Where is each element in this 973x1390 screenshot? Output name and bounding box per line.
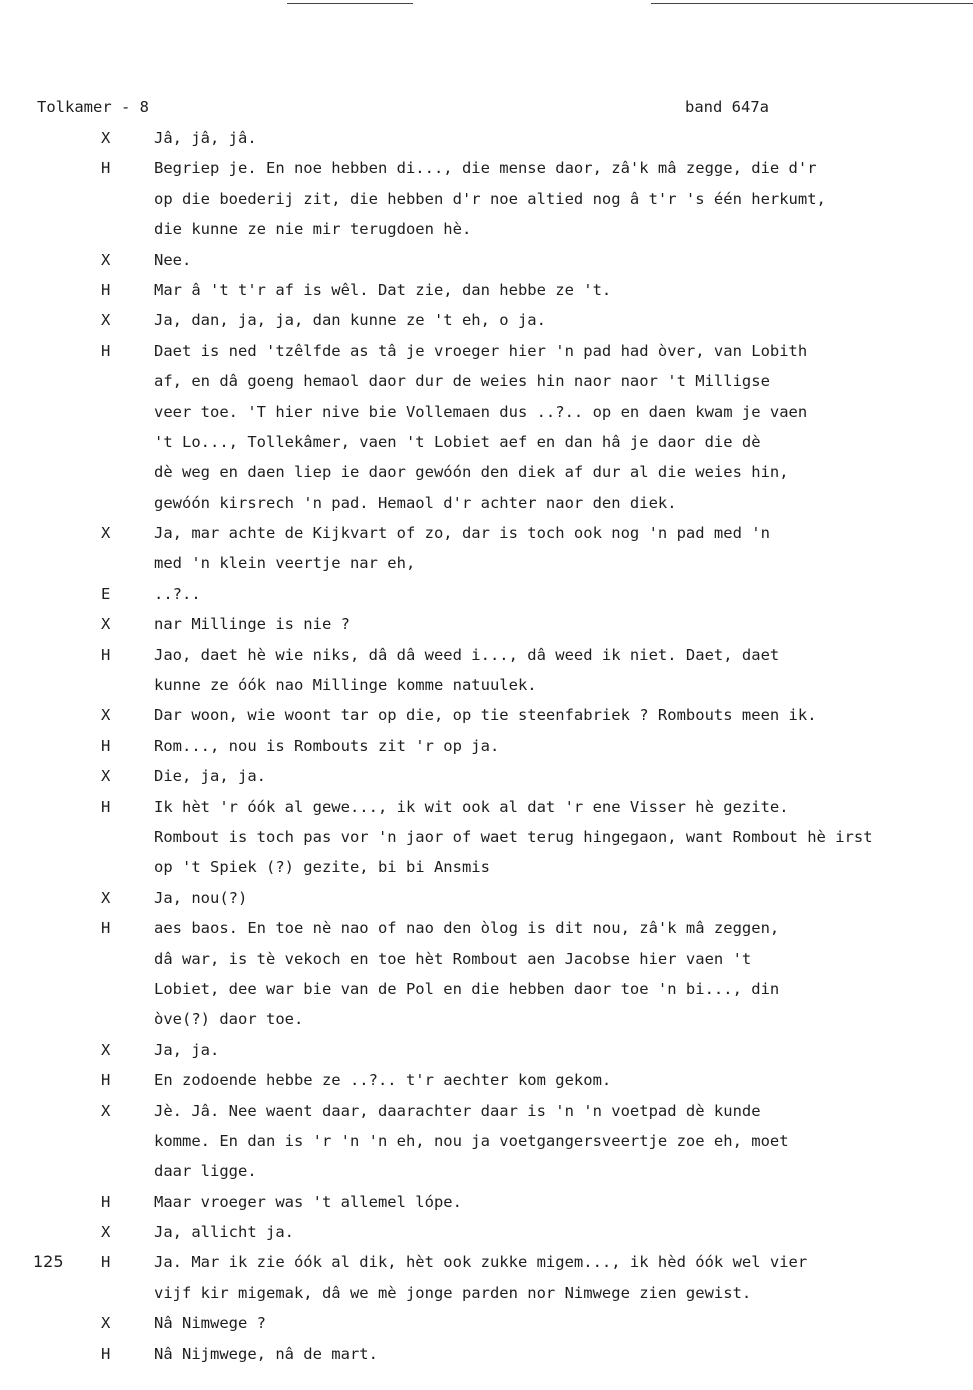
- utterance-line: Jâ, jâ, jâ.: [154, 129, 257, 147]
- utterance-text: [154, 275, 973, 305]
- utterance-text: [154, 1096, 973, 1187]
- transcript-turn: [0, 123, 973, 153]
- transcript-turn: [0, 1247, 973, 1308]
- utterance-line: gewóón kirsrech 'n pad. Hemaol d'r achter naor den diek.: [154, 493, 677, 512]
- utterance-line: die kunne ze nie mir terugdoen hè.: [154, 220, 472, 239]
- transcript-turn: [0, 913, 973, 1035]
- utterance-text: [154, 579, 973, 609]
- speaker-label: H: [101, 280, 111, 299]
- utterance-text: [154, 305, 973, 335]
- utterance-line: Nâ Nijmwege, nâ de mart.: [154, 1344, 378, 1363]
- top-rule-left: [287, 3, 413, 4]
- transcript-turn: [0, 1065, 973, 1095]
- utterance-text: [154, 336, 973, 518]
- speaker-label: X: [101, 129, 111, 147]
- speaker-label: H: [101, 1253, 111, 1272]
- utterance-line: Nee.: [154, 250, 192, 269]
- speaker-label: H: [101, 159, 111, 178]
- speaker-label: X: [101, 888, 111, 907]
- utterance-line: Ja, allicht ja.: [154, 1223, 294, 1242]
- transcript-turn: [0, 336, 973, 518]
- utterance-text: [154, 792, 973, 883]
- speaker-label: X: [101, 1040, 111, 1059]
- transcript-turn: [0, 883, 973, 913]
- utterance-text: [154, 609, 973, 639]
- utterance-text: [154, 640, 973, 701]
- utterance-line: 't Lo..., Tollekâmer, vaen 't Lobiet aef en dan hâ je daor die dè: [154, 432, 761, 451]
- transcript-turn: [0, 579, 973, 609]
- utterance-line: dè weg en daen liep ie daor gewóón den diek af dur al die weies hin,: [154, 463, 789, 482]
- utterance-line: vijf kir migemak, dâ we mè jonge parden nor Nimwege zien gewist.: [154, 1283, 752, 1302]
- utterance-line: òve(?) daor toe.: [154, 1010, 304, 1029]
- transcript-turn: [0, 761, 973, 791]
- utterance-text: [154, 731, 973, 761]
- utterance-line: Die, ja, ja.: [154, 767, 266, 786]
- utterance-line: Mar â 't t'r af is wêl. Dat zie, dan hebbe ze 't.: [154, 280, 612, 299]
- utterance-text: [154, 1187, 973, 1217]
- utterance-line: veer toe. 'T hier nive bie Vollemaen dus ..?.. op en daen kwam je vaen: [154, 402, 808, 421]
- utterance-line: Begriep je. En noe hebben di..., die mense daor, zâ'k mâ zegge, die d'r: [154, 159, 817, 178]
- speaker-label: H: [101, 736, 111, 755]
- margin-line-number: 125: [33, 1252, 64, 1272]
- transcript-turn: [0, 1035, 973, 1065]
- transcript-turn: [0, 245, 973, 275]
- utterance-line: Ja, dan, ja, ja, dan kunne ze 't eh, o ja.: [154, 311, 546, 330]
- utterance-line: Rom..., nou is Rombouts zit 'r op ja.: [154, 736, 500, 755]
- top-rule-right: [651, 3, 973, 4]
- utterance-line: Ja. Mar ik zie óók al dik, hèt ook zukke migem..., ik hèd óók wel vier: [154, 1253, 808, 1272]
- utterance-line: af, en dâ goeng hemaol daor dur de weies hin naor naor 't Milligse: [154, 372, 770, 391]
- utterance-text: [154, 153, 973, 244]
- speaker-label: X: [101, 615, 111, 634]
- utterance-line: op die boederij zit, die hebben d'r noe altied nog â t'r 's één herkumt,: [154, 189, 826, 208]
- speaker-label: H: [101, 341, 111, 360]
- speaker-label: H: [101, 1071, 111, 1090]
- speaker-label: X: [101, 250, 111, 269]
- transcript-turn: [0, 518, 973, 579]
- utterance-line: op 't Spiek (?) gezite, bi bi Ansmis: [154, 858, 490, 877]
- utterance-text: [154, 700, 973, 730]
- utterance-line: Maar vroeger was 't allemel lópe.: [154, 1192, 462, 1211]
- utterance-text: [154, 1339, 973, 1369]
- utterance-text: [154, 1035, 973, 1065]
- utterance-line: Jè. Jâ. Nee waent daar, daarachter daar is 'n 'n voetpad dè kunde: [154, 1101, 761, 1120]
- transcript-turn: [0, 731, 973, 761]
- utterance-line: komme. En dan is 'r 'n 'n eh, nou ja voetgangersveertje zoe eh, moet: [154, 1131, 789, 1150]
- speaker-label: X: [101, 767, 111, 786]
- speaker-label: H: [101, 1192, 111, 1211]
- transcript-turn: [0, 275, 973, 305]
- utterance-text: [154, 1065, 973, 1095]
- transcript-turn: [0, 609, 973, 639]
- transcript-turn: [0, 305, 973, 335]
- utterance-text: [154, 123, 973, 153]
- transcript-body: [0, 123, 973, 1369]
- transcript-turn: [0, 700, 973, 730]
- speaker-label: X: [101, 311, 111, 330]
- utterance-line: aes baos. En toe nè nao of nao den òlog is dit nou, zâ'k mâ zeggen,: [154, 919, 780, 938]
- utterance-text: [154, 761, 973, 791]
- speaker-label: H: [101, 797, 111, 816]
- utterance-line: Ja, mar achte de Kijkvart of zo, dar is toch ook nog 'n pad med 'n: [154, 524, 770, 543]
- utterance-line: Daet is ned 'tzêlfde as tâ je vroeger hier 'n pad had òver, van Lobith: [154, 341, 808, 360]
- utterance-line: Ja, nou(?): [154, 888, 248, 907]
- utterance-text: [154, 1247, 973, 1308]
- transcript-turn: [0, 1217, 973, 1247]
- utterance-text: [154, 1217, 973, 1247]
- speaker-label: E: [101, 584, 111, 603]
- transcript-turn: [0, 792, 973, 883]
- utterance-line: dâ war, is tè vekoch en toe hèt Rombout aen Jacobse hier vaen 't: [154, 949, 752, 968]
- utterance-line: daar ligge.: [154, 1162, 257, 1181]
- speaker-label: H: [101, 645, 111, 664]
- utterance-line: kunne ze óók nao Millinge komme natuulek.: [154, 676, 537, 695]
- transcript-turn: [0, 1308, 973, 1338]
- speaker-label: X: [101, 1101, 111, 1120]
- transcript-turn: [0, 1187, 973, 1217]
- speaker-label: X: [101, 1223, 111, 1242]
- utterance-line: Dar woon, wie woont tar op die, op tie steenfabriek ? Rombouts meen ik.: [154, 706, 817, 725]
- utterance-line: med 'n klein veertje nar eh,: [154, 554, 416, 573]
- speaker-label: X: [101, 706, 111, 725]
- utterance-line: Ja, ja.: [154, 1040, 220, 1059]
- speaker-label: H: [101, 1344, 111, 1363]
- utterance-text: [154, 245, 973, 275]
- utterance-text: [154, 913, 973, 1035]
- utterance-text: [154, 883, 973, 913]
- utterance-line: Jao, daet hè wie niks, dâ dâ weed i..., dâ weed ik niet. Daet, daet: [154, 645, 780, 664]
- utterance-line: Ik hèt 'r óók al gewe..., ik wit ook al dat 'r ene Visser hè gezite.: [154, 797, 789, 816]
- speaker-label: H: [101, 919, 111, 938]
- transcript-turn: [0, 640, 973, 701]
- utterance-text: [154, 518, 973, 579]
- utterance-text: [154, 1308, 973, 1338]
- speaker-label: X: [101, 1314, 111, 1333]
- speaker-label: X: [101, 524, 111, 543]
- page-header-title: Tolkamer - 8: [37, 98, 149, 116]
- transcript-turn: [0, 1096, 973, 1187]
- transcript-turn: [0, 153, 973, 244]
- page-header-tape-id: band 647a: [685, 98, 769, 116]
- utterance-line: En zodoende hebbe ze ..?.. t'r aechter kom gekom.: [154, 1071, 612, 1090]
- utterance-line: Lobiet, dee war bie van de Pol en die hebben daor toe 'n bi..., din: [154, 979, 780, 998]
- transcript-turn: [0, 1339, 973, 1369]
- utterance-line: nar Millinge is nie ?: [154, 615, 350, 634]
- utterance-line: ..?..: [154, 584, 201, 603]
- utterance-line: Nâ Nimwege ?: [154, 1314, 266, 1333]
- utterance-line: Rombout is toch pas vor 'n jaor of waet terug hingegaon, want Rombout hè irst: [154, 827, 873, 846]
